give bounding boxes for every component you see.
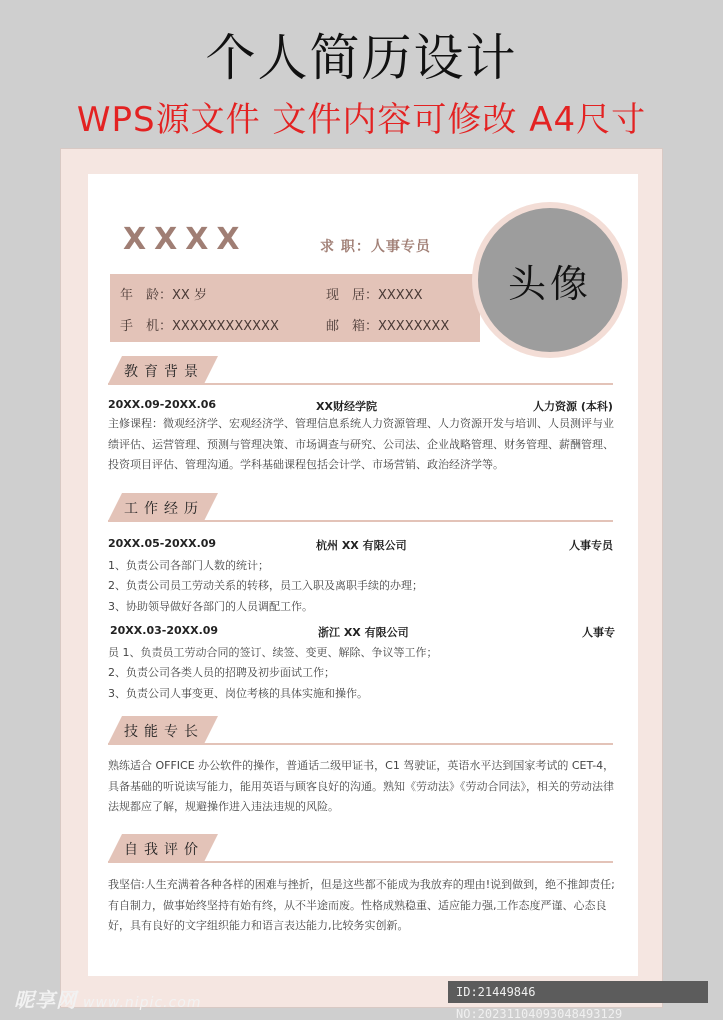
job2-duty: 员 1、负责员工劳动合同的签订、续签、变更、解除、争议等工作； — [108, 646, 438, 659]
job2-duty: 2、负责公司各类人员的招聘及初步面试工作； — [108, 666, 335, 679]
section-title-skills: 技能专长 — [124, 724, 204, 740]
section-title-work: 工作经历 — [124, 501, 204, 517]
section-divider — [108, 520, 613, 522]
job2-period: 20XX.03-20XX.09 — [110, 624, 219, 637]
self-eval-text: 我坚信:人生充满着各种各样的困难与挫折，但是这些都不能成为我放弃的理由!说到做到，绝不推卸责任;有自制力，做事始终坚持有始有终，从不半途而废。性格成熟稳重、适应能力强,工作态度严谨、心态良好，具有良好的文字组织能力和语言表达能力,比较务实创新。 — [108, 878, 615, 932]
section-divider — [108, 743, 613, 745]
job1-duty: 2、负责公司员工劳动关系的转移，员工入职及离职手续的办理； — [108, 579, 423, 592]
edu-courses: 主修课程：微观经济学、宏观经济学、管理信息系统人力资源管理、人力资源开发与培训、人员测评与业绩评估、运营管理、预测与管理决策、市场调查与研究、公司法、企业战略管理、财务管理、薪酬管理、投资项目评估、管理沟通。学科基础课程包括会计学、市场营销、政治经济学等。 — [108, 417, 614, 471]
job1-company: 杭州 XX 有限公司 — [316, 539, 407, 552]
info-residence: 现 居：XXXXX — [326, 288, 423, 303]
job2-duty: 3、负责公司人事变更、岗位考核的具体实施和操作。 — [108, 687, 368, 700]
job-objective: 求 职：人事专员 — [320, 239, 431, 255]
banner-subtitle: WPS源文件 文件内容可修改 A4尺寸 — [76, 100, 647, 140]
section-title-education: 教育背景 — [124, 364, 204, 380]
info-phone: 手 机：XXXXXXXXXXXX — [120, 319, 279, 334]
info-email: 邮 箱：XXXXXXXX — [326, 319, 450, 334]
candidate-name: XXXX — [123, 222, 248, 257]
job1-position: 人事专员 — [569, 539, 613, 552]
section-divider — [108, 861, 613, 863]
banner-title: 个人简历设计 — [205, 29, 518, 87]
watermark-logo — [14, 984, 202, 1013]
section-title-self-eval: 自我评价 — [124, 842, 204, 858]
avatar — [478, 208, 622, 352]
edu-period: 20XX.09-20XX.06 — [108, 398, 217, 411]
job1-period: 20XX.05-20XX.09 — [108, 537, 217, 550]
edu-major: 人力资源 (本科) — [533, 400, 613, 413]
job1-duty: 3、协助领导做好各部门的人员调配工作。 — [108, 600, 313, 613]
section-work-header — [108, 493, 613, 523]
section-skills-header — [108, 716, 613, 746]
job2-company: 浙江 XX 有限公司 — [318, 626, 409, 639]
watermark-url: www.nipic.com — [83, 995, 202, 1011]
section-divider — [108, 383, 613, 385]
watermark-logo-text: 昵享网 — [14, 988, 77, 1012]
section-education-header — [108, 356, 613, 386]
job2-position: 人事专 — [582, 626, 615, 639]
job1-duty: 1、负责公司各部门人数的统计； — [108, 559, 269, 572]
edu-school: XX财经学院 — [316, 400, 377, 413]
section-self-eval-header — [108, 834, 613, 864]
watermark-id: ID:21449846 NO:20231104093048493129 — [448, 981, 708, 1003]
info-age: 年 龄：XX 岁 — [120, 288, 207, 303]
avatar-label: 头像 — [507, 261, 592, 306]
skills-text: 熟练适合 OFFICE 办公软件的操作，普通话二级甲证书，C1 驾驶证，英语水平达到国家考试的 CET-4，具备基础的听说读写能力，能用英语与顾客良好的沟通。熟知《劳动法》《劳动合同法》，相关的劳动法律法规都应了解，规避操作进入违法违规的风险。 — [108, 759, 615, 813]
